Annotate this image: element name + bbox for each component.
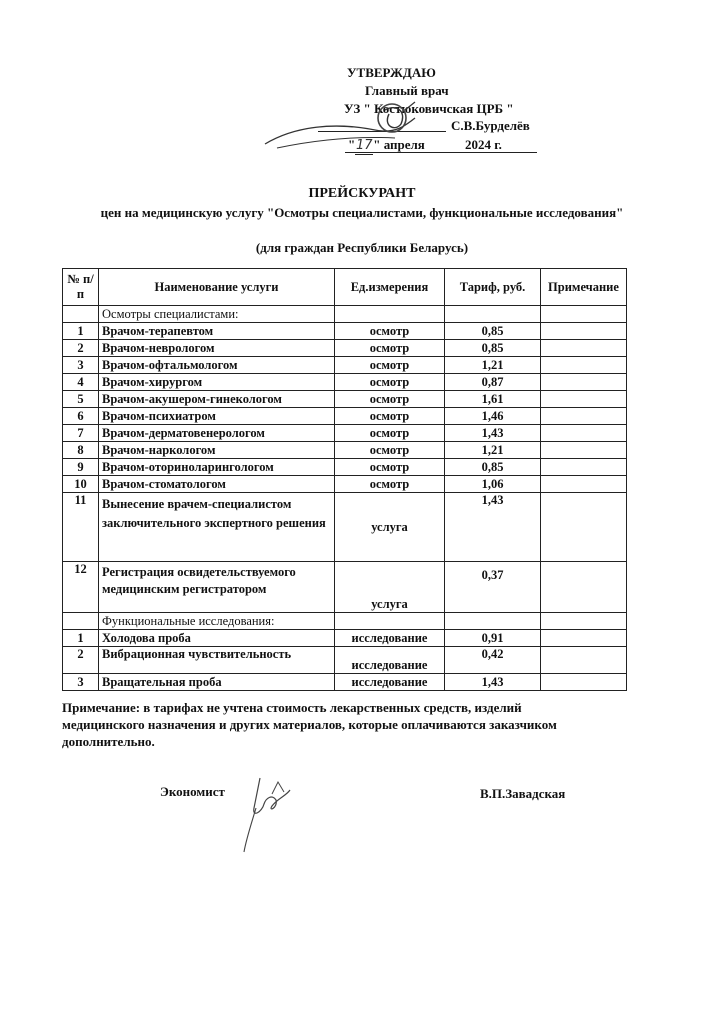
- row-num: 3: [63, 674, 99, 691]
- row-note: [541, 374, 627, 391]
- row-unit: осмотр: [335, 459, 445, 476]
- row-num: 9: [63, 459, 99, 476]
- document-audience: (для граждан Республики Беларусь): [255, 240, 469, 255]
- table-row: [63, 374, 627, 391]
- row-unit: исследование: [335, 674, 445, 691]
- row-num: 1: [63, 630, 99, 647]
- row-name: Врачом-хирургом: [99, 374, 335, 391]
- approval-heading: УТВЕРЖДАЮ: [347, 65, 436, 80]
- row-tariff: 0,42: [445, 647, 541, 674]
- row-note: [541, 323, 627, 340]
- table-row: [63, 630, 627, 647]
- row-unit: осмотр: [335, 408, 445, 425]
- price-table: [62, 268, 627, 691]
- table-header-row: [63, 269, 627, 306]
- row-note: [541, 459, 627, 476]
- row-num: 1: [63, 323, 99, 340]
- row-name: Вибрационная чувствительность: [99, 647, 335, 674]
- table-row: [63, 459, 627, 476]
- row-name: Вынесение врачем-специалистом заключительного экспертного решения: [99, 493, 335, 562]
- header-unit: Ед.измерения: [335, 269, 445, 306]
- row-num: 4: [63, 374, 99, 391]
- row-note: [541, 442, 627, 459]
- row-tariff: 1,21: [445, 357, 541, 374]
- table-row: [63, 476, 627, 493]
- row-name: Врачом-терапевтом: [99, 323, 335, 340]
- date-day: 17: [355, 138, 373, 153]
- row-name: Врачом-дерматовенерологом: [99, 425, 335, 442]
- footnote: Примечание: в тарифах не учтена стоимость лекарственных средств, изделий медицинского назначения и других материалов, которые оплачиваются заказчиком дополнительно.: [62, 700, 557, 749]
- date-year: 2024 г.: [464, 137, 502, 152]
- section-row-functional: [63, 613, 627, 630]
- row-unit: осмотр: [335, 442, 445, 459]
- row-unit: осмотр: [335, 476, 445, 493]
- row-name: Врачом-акушером-гинекологом: [99, 391, 335, 408]
- row-tariff: 0,37: [445, 562, 541, 613]
- row-num: 2: [63, 647, 99, 674]
- row-note: [541, 391, 627, 408]
- approval-position: Главный врач: [365, 83, 449, 98]
- table-row: [63, 340, 627, 357]
- date-open-quote: ": [348, 137, 356, 152]
- row-unit: осмотр: [335, 425, 445, 442]
- row-unit: осмотр: [335, 374, 445, 391]
- document-title: ПРЕЙСКУРАНТ: [308, 186, 416, 201]
- row-tariff: 1,06: [445, 476, 541, 493]
- row-tariff: 1,46: [445, 408, 541, 425]
- row-name: Врачом-стоматологом: [99, 476, 335, 493]
- row-tariff: 1,43: [445, 493, 541, 562]
- economist-signature-icon: [232, 768, 312, 858]
- row-name: Врачом-оториноларингологом: [99, 459, 335, 476]
- row-note: [541, 357, 627, 374]
- row-note: [541, 476, 627, 493]
- table-row: [63, 391, 627, 408]
- row-name: Вращательная проба: [99, 674, 335, 691]
- section-row-examinations: [63, 306, 627, 323]
- row-unit: услуга: [335, 493, 445, 562]
- row-unit: исследование: [335, 630, 445, 647]
- row-name: Врачом-психиатром: [99, 408, 335, 425]
- row-name: Регистрация освидетельствуемого медицинским регистратором: [99, 562, 335, 613]
- table-row: [63, 647, 627, 674]
- row-note: [541, 647, 627, 674]
- table-row: [63, 674, 627, 691]
- table-row: [63, 442, 627, 459]
- row-note: [541, 425, 627, 442]
- table-row: [63, 408, 627, 425]
- row-name: Врачом-неврологом: [99, 340, 335, 357]
- table-row: [63, 562, 627, 613]
- section-label: Функциональные исследования:: [99, 613, 335, 630]
- economist-name: В.П.Завадская: [480, 786, 566, 801]
- row-tariff: 1,21: [445, 442, 541, 459]
- row-note: [541, 493, 627, 562]
- approval-organization: УЗ " Костюковичская ЦРБ ": [344, 101, 514, 116]
- row-name: Врачом-наркологом: [99, 442, 335, 459]
- row-note: [541, 562, 627, 613]
- row-unit: осмотр: [335, 357, 445, 374]
- table-row: [63, 357, 627, 374]
- approval-signatory: С.В.Бурделёв: [451, 118, 530, 133]
- row-note: [541, 408, 627, 425]
- row-unit: осмотр: [335, 340, 445, 357]
- table-row: [63, 493, 627, 562]
- section-label: Осмотры специалистами:: [99, 306, 335, 323]
- header-num: № п/п: [63, 269, 99, 306]
- row-unit: услуга: [335, 562, 445, 613]
- row-tariff: 1,61: [445, 391, 541, 408]
- row-tariff: 1,43: [445, 674, 541, 691]
- row-tariff: 0,85: [445, 323, 541, 340]
- date-close-quote: ": [373, 137, 381, 152]
- row-num: 8: [63, 442, 99, 459]
- row-tariff: 0,87: [445, 374, 541, 391]
- row-num: 12: [63, 562, 99, 613]
- row-name: Врачом-офтальмологом: [99, 357, 335, 374]
- row-unit: осмотр: [335, 391, 445, 408]
- row-tariff: 1,43: [445, 425, 541, 442]
- row-num: 2: [63, 340, 99, 357]
- row-num: 5: [63, 391, 99, 408]
- row-name: Холодова проба: [99, 630, 335, 647]
- header-note: Примечание: [541, 269, 627, 306]
- economist-label: Экономист: [160, 784, 225, 799]
- row-num: 6: [63, 408, 99, 425]
- table-row: [63, 425, 627, 442]
- document-subtitle: цен на медицинскую услугу "Осмотры специалистами, функциональные исследования": [100, 205, 624, 220]
- row-note: [541, 674, 627, 691]
- approval-signature-icon: [255, 96, 455, 156]
- row-num: 7: [63, 425, 99, 442]
- header-name: Наименование услуги: [99, 269, 335, 306]
- row-note: [541, 630, 627, 647]
- date-month: апреля: [383, 137, 425, 152]
- row-unit: исследование: [335, 647, 445, 674]
- row-tariff: 0,85: [445, 459, 541, 476]
- row-num: 10: [63, 476, 99, 493]
- row-tariff: 0,91: [445, 630, 541, 647]
- row-num: 3: [63, 357, 99, 374]
- header-tariff: Тариф, руб.: [445, 269, 541, 306]
- table-row: [63, 323, 627, 340]
- row-unit: осмотр: [335, 323, 445, 340]
- row-num: 11: [63, 493, 99, 562]
- row-tariff: 0,85: [445, 340, 541, 357]
- row-note: [541, 340, 627, 357]
